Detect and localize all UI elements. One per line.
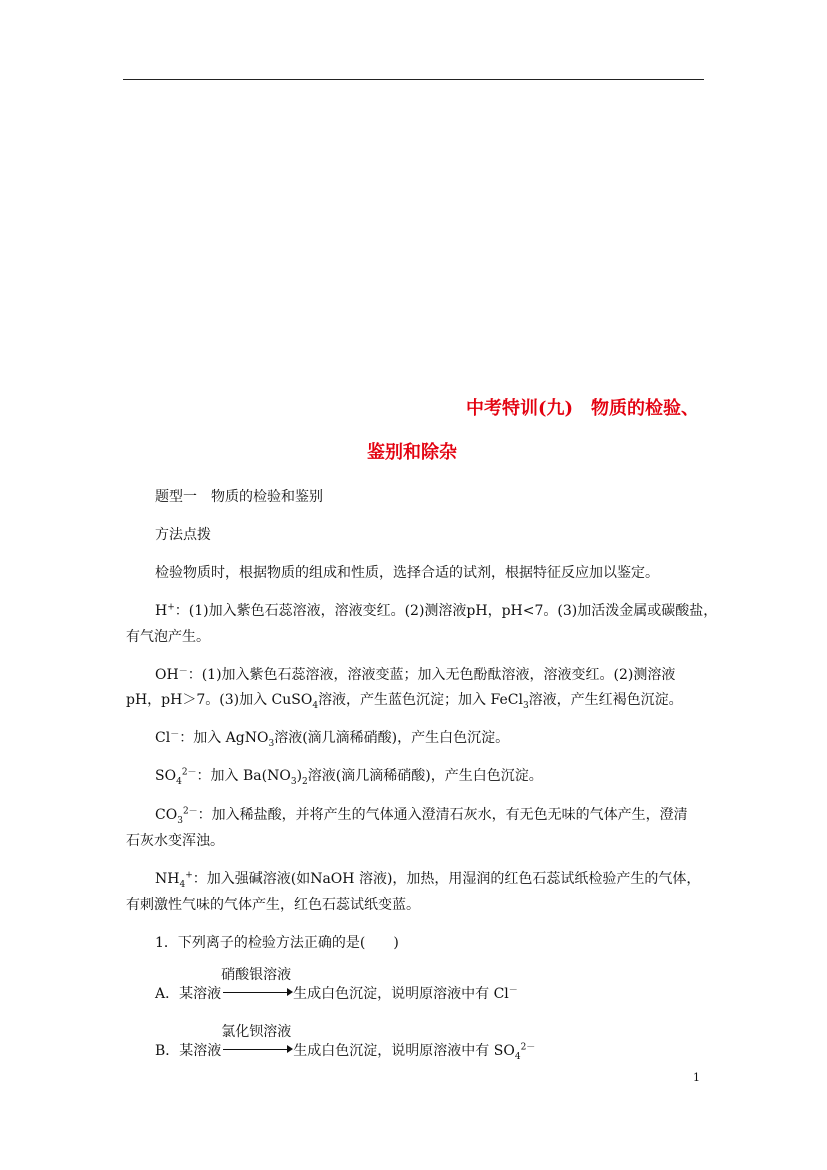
ion-text: pH，pH＞7。(3)加入 CuSO (126, 692, 313, 708)
h-ion-line1 (155, 601, 717, 621)
ion-text: ：加入 Ba(NO (196, 768, 291, 784)
ion-charge: 2－ (520, 1042, 536, 1053)
subscript: 4 (312, 700, 319, 711)
ion-charge: － (170, 729, 180, 740)
ion-charge: + (167, 602, 175, 613)
h-ion-line2: 有气泡产生。 (126, 629, 210, 645)
option-b (155, 1024, 536, 1062)
ion-text: 溶液，产生蓝色沉淀；加入 FeCl (318, 692, 523, 708)
question-stem: 1．下列离子的检验方法正确的是( ) (155, 935, 399, 951)
subscript: 3 (268, 738, 275, 749)
ion-text: ：(1)加入紫色石蕊溶液，溶液变红。(2)测溶液pH，pH<7。(3)加活泼金属或碳酸盐， (174, 603, 718, 619)
subscript: 3 (522, 700, 529, 711)
arrow-reagent-label: 硝酸银溶液 (221, 967, 292, 983)
so4-ion-line (155, 766, 543, 786)
subscript: 4 (514, 1051, 521, 1062)
oh-ion-line1 (155, 665, 675, 685)
ion-text: ：加入 AgNO (179, 730, 269, 746)
ion-charge: － (178, 666, 188, 677)
ion-symbol: Cl (155, 730, 171, 746)
reaction-arrow (221, 967, 293, 998)
nh4-ion-line2: 有刺激性气味的气体产生，红色石蕊试纸变蓝。 (126, 897, 420, 913)
subscript: 4 (179, 879, 186, 890)
nh4-ion-line1 (155, 869, 700, 889)
co3-ion-line2: 石灰水变浑浊。 (126, 833, 224, 849)
reaction-arrow (221, 1024, 293, 1055)
section-heading: 题型一 物质的检验和鉴别 (155, 489, 323, 505)
title-line-2: 鉴别和除杂 (367, 442, 457, 463)
header-rule (123, 79, 704, 80)
option-label: A．某溶液 (155, 986, 222, 1002)
method-label: 方法点拨 (155, 527, 211, 543)
subscript: 2 (302, 776, 308, 787)
ion-charge: 2－ (182, 806, 198, 817)
option-text: 生成白色沉淀，说明原溶液中有 SO (293, 1043, 515, 1059)
arrow-reagent-label: 氯化钡溶液 (221, 1024, 292, 1040)
co3-ion-line1 (155, 805, 688, 825)
option-text: 生成白色沉淀，说明原溶液中有 Cl (293, 986, 509, 1002)
ion-text: 溶液，产生红褐色沉淀。 (528, 692, 683, 708)
ion-text: ：(1)加入紫色石蕊溶液，溶液变蓝；加入无色酚酞溶液，溶液变红。(2)测溶液 (187, 667, 676, 683)
ion-charge: 2－ (181, 767, 197, 778)
subscript: 4 (176, 776, 182, 787)
ion-symbol: NH (155, 871, 180, 887)
ion-text: 溶液(滴几滴稀硝酸)，产生白色沉淀。 (274, 730, 510, 746)
ion-symbol: H (155, 603, 168, 619)
ion-symbol: OH (155, 667, 179, 683)
title-line-1: 中考特训(九) 物质的检验、 (466, 398, 700, 419)
cl-ion-line (155, 728, 509, 748)
intro-text: 检验物质时，根据物质的组成和性质，选择合适的试剂，根据特征反应加以鉴定。 (155, 565, 659, 581)
ion-charge: － (508, 985, 518, 996)
subscript: 3 (177, 815, 183, 826)
ion-charge: + (185, 870, 193, 881)
ion-text: ：加入强碱溶液(如NaOH 溶液)，加热，用湿润的红色石蕊试纸检验产生的气体， (192, 871, 701, 887)
oh-ion-line2 (126, 690, 683, 710)
option-a (155, 967, 518, 1004)
ion-text: ：加入稀盐酸，并将产生的气体通入澄清石灰水，有无色无味的气体产生，澄清 (197, 807, 688, 823)
page-number: 1 (693, 1071, 700, 1084)
ion-text: ) (296, 768, 303, 784)
ion-symbol: SO (155, 768, 177, 784)
ion-symbol: CO (155, 807, 178, 823)
option-label: B．某溶液 (155, 1043, 222, 1059)
subscript: 3 (290, 776, 297, 787)
ion-text: 溶液(滴几滴稀硝酸)，产生白色沉淀。 (307, 768, 543, 784)
